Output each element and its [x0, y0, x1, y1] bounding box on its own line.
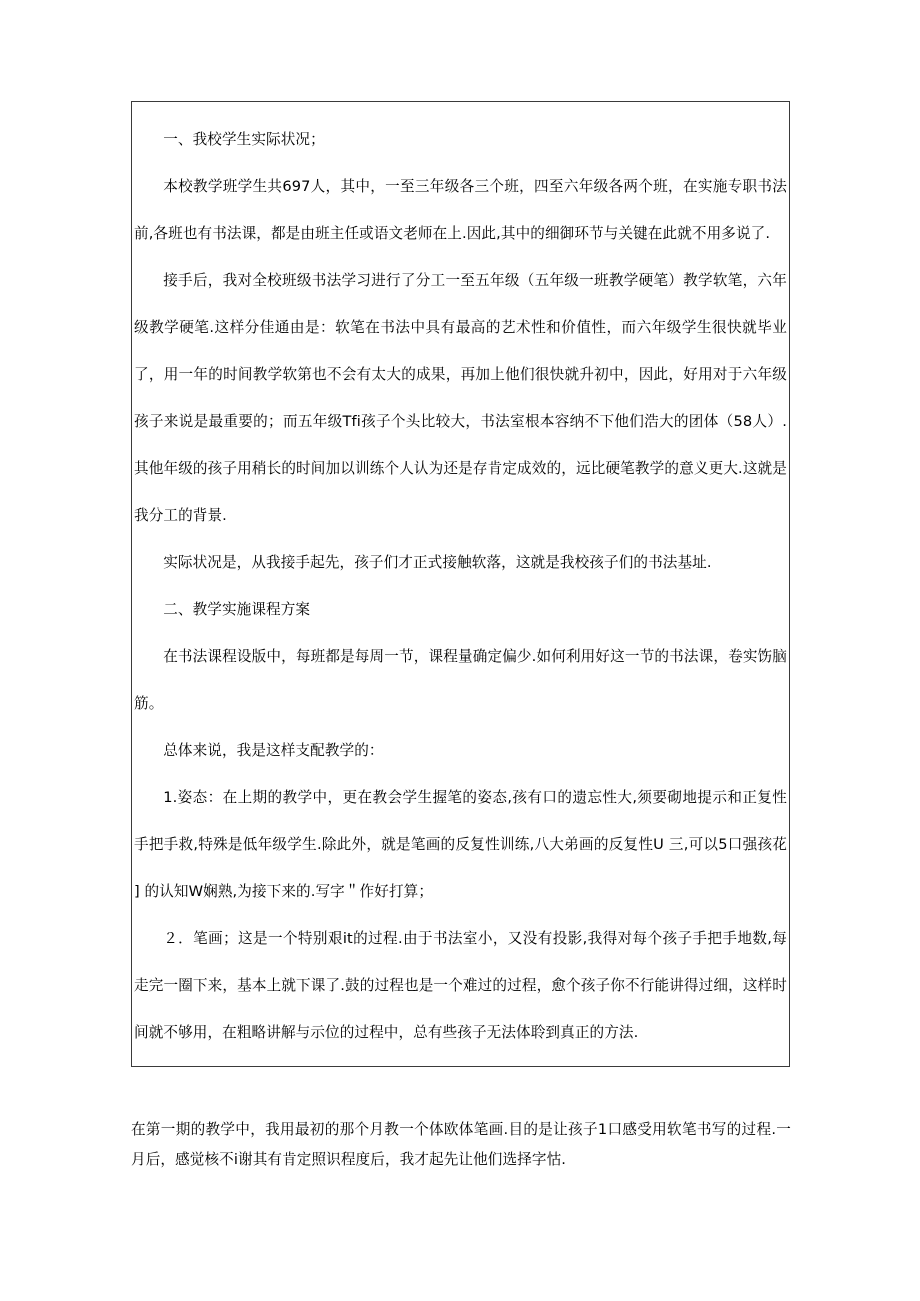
section-heading-two: 二、教学实施课程方案 [163, 601, 311, 618]
document-table-cell [132, 102, 789, 1066]
document-table-frame [131, 101, 790, 1067]
paragraph-enrollment: 本校教学班学生共697人，其中，一至三年级各三个班，四至六年级各两个班，在实施专职书法前,各班也有书法课，都是由班主任或语文老师在上.因此,其中的细御环节与关键在此就不用多说了. [134, 178, 787, 242]
paragraph-first-term-teaching: 在第一期的教学中，我用最初的那个月教一个体欧体笔画.目的是让孩子1口感受用软笔书写的过程.一月后，感觉核不i谢其有肯定照识程度后，我才起先让他们选择字怙. [131, 1120, 791, 1168]
paragraph-actual-status: 实际状况是，从我接手起先，孩子们才正式接触软落，这就是我校孩子们的书法基址. [163, 554, 712, 571]
section-heading-one: 一、我校学生实际状况； [163, 131, 325, 148]
paragraph-item-one-posture: 1.姿态：在上期的教学中，更在教会学生握笔的姿态,孩有口的遗忘性大,须要砌地提示和正复性手把手救,特殊是低年级学生.除此外，就是笔画的反复性训练,八大弟画的反复性U 三,可以5口强孩花 ] 的认知W娴熟,为接下来的.写字＂作好打算； [134, 789, 787, 900]
paragraph-overall-arrangement: 总体来说，我是这样支配教学的： [163, 742, 384, 759]
paragraph-division-of-work: 接手后，我对全校班级书法学习进行了分工一至五年级（五年级一班教学硬笔）教学软笔，六年级教学硬笔.这样分佳通由是：软笔在书法中具有最高的艺术性和价值性，而六年级学生很快就毕业了，用一年的时间教学软第也不会有太大的成果，再加上他们很快就升初中，因此，好用对于六年级孩子来说是最重要的；而五年级Tfi孩子个头比较大，书法室根本容纳不下他们浩大的团体（58人）.其他年级的孩子用稍长的时间加以训练个人认为还是存肯定成效的，远比硬笔教学的意义更大.这就是我分工的背景. [134, 272, 787, 524]
paragraph-item-two-strokes: ２．笔画；这是一个特别艰it的过程.由于书法室小，又没有投影,我得对每个孩子手把手地数,每走完一圈下来，基本上就下课了.鼓的过程也是一个难过的过程，愈个孩子你不行能讲得过细，这样时间就不够用，在粗略讲解与示位的过程中，总有些孩子无法体聆到真正的方法. [134, 930, 787, 1041]
paragraph-curriculum-design: 在书法课程设版中，每班都是每周一节，课程量确定偏少.如何利用好这一节的书法课，卷实饬脑筋。 [134, 648, 787, 712]
